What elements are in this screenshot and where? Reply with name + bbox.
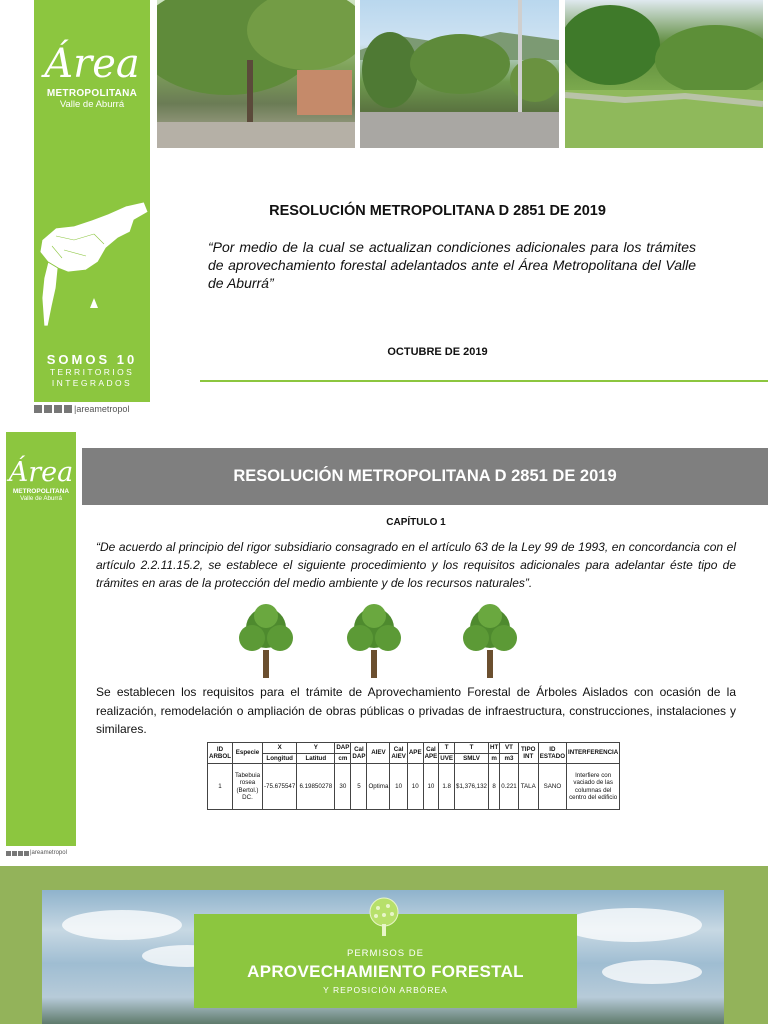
- unit-longitud: Longitud: [263, 753, 297, 764]
- cell-dap: 30: [335, 764, 351, 810]
- cell-interferencia: Interfiere con vaciado de las columnas del centro del edificio: [567, 764, 620, 810]
- cell-tipo-int: TALA: [518, 764, 538, 810]
- logo-line-1: METROPOLITANA: [12, 488, 70, 495]
- cell-x: -75.675547: [263, 764, 297, 810]
- banner-line-3: Y REPOSICIÓN ARBÓREA: [323, 985, 448, 995]
- social-handle: |areametropol: [30, 850, 67, 856]
- logo-word: Área: [8, 457, 74, 488]
- twitter-icon[interactable]: [12, 851, 17, 856]
- tree-inventory-table: [207, 742, 620, 810]
- chapter-heading: CAPÍTULO 1: [386, 517, 446, 528]
- cell-cal-aiev: 10: [390, 764, 407, 810]
- col-cal-dap: Cal DAP: [351, 743, 367, 764]
- cell-ape: 10: [407, 764, 423, 810]
- slide-1-title: RESOLUCIÓN METROPOLITANA D 2851 DE 2019: [269, 203, 606, 219]
- tagline-line-1: SOMOS 10: [46, 352, 138, 367]
- brand-sidebar: [34, 0, 150, 402]
- col-ht: HT: [490, 744, 499, 751]
- brand-sidebar-small: [6, 432, 76, 846]
- unit-m: m: [489, 753, 500, 764]
- banner-line-2: APROVECHAMIENTO FORESTAL: [247, 962, 524, 981]
- col-ape: APE: [407, 743, 423, 764]
- instagram-icon[interactable]: [18, 851, 23, 856]
- slide-2-body: Se establecen los requisitos para el trámite de Aprovechamiento Forestal de Árboles Aislados con ocasión de la realización, remodelación o ampliación de obras públicas o privadas de infraestructura, construcciones, instalaciones y similares.: [96, 685, 736, 736]
- col-y: Y: [297, 743, 335, 754]
- unit-m3: m3: [500, 753, 518, 764]
- tagline-line-3: INTEGRADOS: [51, 378, 133, 388]
- unit-smlv: SMLV: [455, 753, 489, 764]
- somos-territorios-tagline: [34, 352, 150, 389]
- logo-line-2: Valle de Aburrá: [20, 495, 62, 502]
- col-id-arbol: ID ARBOL: [208, 743, 233, 764]
- cell-vt: 0.221: [500, 764, 518, 810]
- cell-t-smlv: $1,376,132: [455, 764, 489, 810]
- table-row: [208, 764, 620, 810]
- col-interferencia: INTERFERENCIA: [567, 743, 620, 764]
- col-dap: DAP: [336, 744, 350, 751]
- col-aiev: AIEV: [367, 743, 390, 764]
- slide-1-quote: “Por medio de la cual se actualizan condiciones adicionales para los trámites de aprovechamiento forestal adelantados ante el Área Metropolitana del Valle de Aburrá”: [208, 239, 696, 291]
- tree-icon: [344, 602, 404, 680]
- cell-especie: Tabebuia rosea (Bertol.) DC.: [233, 764, 263, 810]
- area-metropolitana-logo: [34, 42, 150, 110]
- col-cal-aiev: Cal AIEV: [390, 743, 407, 764]
- twitter-icon[interactable]: [44, 405, 52, 413]
- slide-1: [0, 0, 768, 420]
- col-t-uve: T: [439, 743, 455, 754]
- region-map-icon: [34, 198, 150, 338]
- cell-ht: 8: [489, 764, 500, 810]
- youtube-icon[interactable]: [64, 405, 72, 413]
- social-links: [34, 404, 129, 414]
- title-band: [82, 448, 768, 505]
- green-divider: [200, 380, 768, 382]
- logo-line-2: Valle de Aburrá: [59, 99, 125, 110]
- tree-logo-icon: [361, 896, 407, 938]
- youtube-icon[interactable]: [24, 851, 29, 856]
- unit-cm: cm: [335, 753, 351, 764]
- slide-2-quote: “De acuerdo al principio del rigor subsidiario consagrado en el artículo 63 de la Ley 99 de 1993, en concordancia con el artículo 2.2.11.15.2, se establece el siguiente procedimiento y los requisitos adicionales para adelantar éste tipo de trámites en aras de la protección del medio ambiente y de los recursos naturales”.: [96, 540, 736, 590]
- cell-aiev: Optima: [367, 764, 390, 810]
- col-especie: Especie: [233, 743, 263, 764]
- unit-latitud: Latitud: [297, 753, 335, 764]
- photo-street-trees: [157, 0, 355, 148]
- tree-icon: [460, 602, 520, 680]
- tagline-line-2: TERRITORIOS: [49, 367, 135, 377]
- col-x: X: [263, 743, 297, 754]
- photo-plaza: [360, 0, 559, 148]
- photo-green-park: [565, 0, 763, 148]
- cell-y: 6.19850278: [297, 764, 335, 810]
- col-tipo-int: TIPO INT: [518, 743, 538, 764]
- col-vt: VT: [500, 743, 518, 754]
- cell-id-estado: SANO: [538, 764, 566, 810]
- social-handle: |areametropol: [74, 404, 130, 414]
- col-id-estado: ID ESTADO: [538, 743, 566, 764]
- cell-cal-ape: 10: [423, 764, 439, 810]
- slide-1-date: OCTUBRE DE 2019: [387, 346, 488, 358]
- unit-uve: UVE: [440, 754, 454, 762]
- facebook-icon[interactable]: [34, 405, 42, 413]
- col-cal-ape: Cal APE: [423, 743, 439, 764]
- col-t-smlv: T: [455, 743, 489, 754]
- logo-word: Área: [44, 41, 140, 87]
- logo-line-1: METROPOLITANA: [46, 88, 138, 99]
- cell-cal-dap: 5: [351, 764, 367, 810]
- tree-icon: [236, 602, 296, 680]
- banner-line-1: PERMISOS DE: [347, 948, 424, 959]
- social-links-small: [6, 850, 67, 856]
- area-metropolitana-logo-small: [6, 458, 76, 502]
- facebook-icon[interactable]: [6, 851, 11, 856]
- cell-t-uve: 1.8: [439, 764, 455, 810]
- cell-id: 1: [208, 764, 233, 810]
- slide-3: [0, 866, 768, 1024]
- slide-2-title: RESOLUCIÓN METROPOLITANA D 2851 DE 2019: [233, 467, 617, 485]
- slide-2: [0, 432, 768, 860]
- instagram-icon[interactable]: [54, 405, 62, 413]
